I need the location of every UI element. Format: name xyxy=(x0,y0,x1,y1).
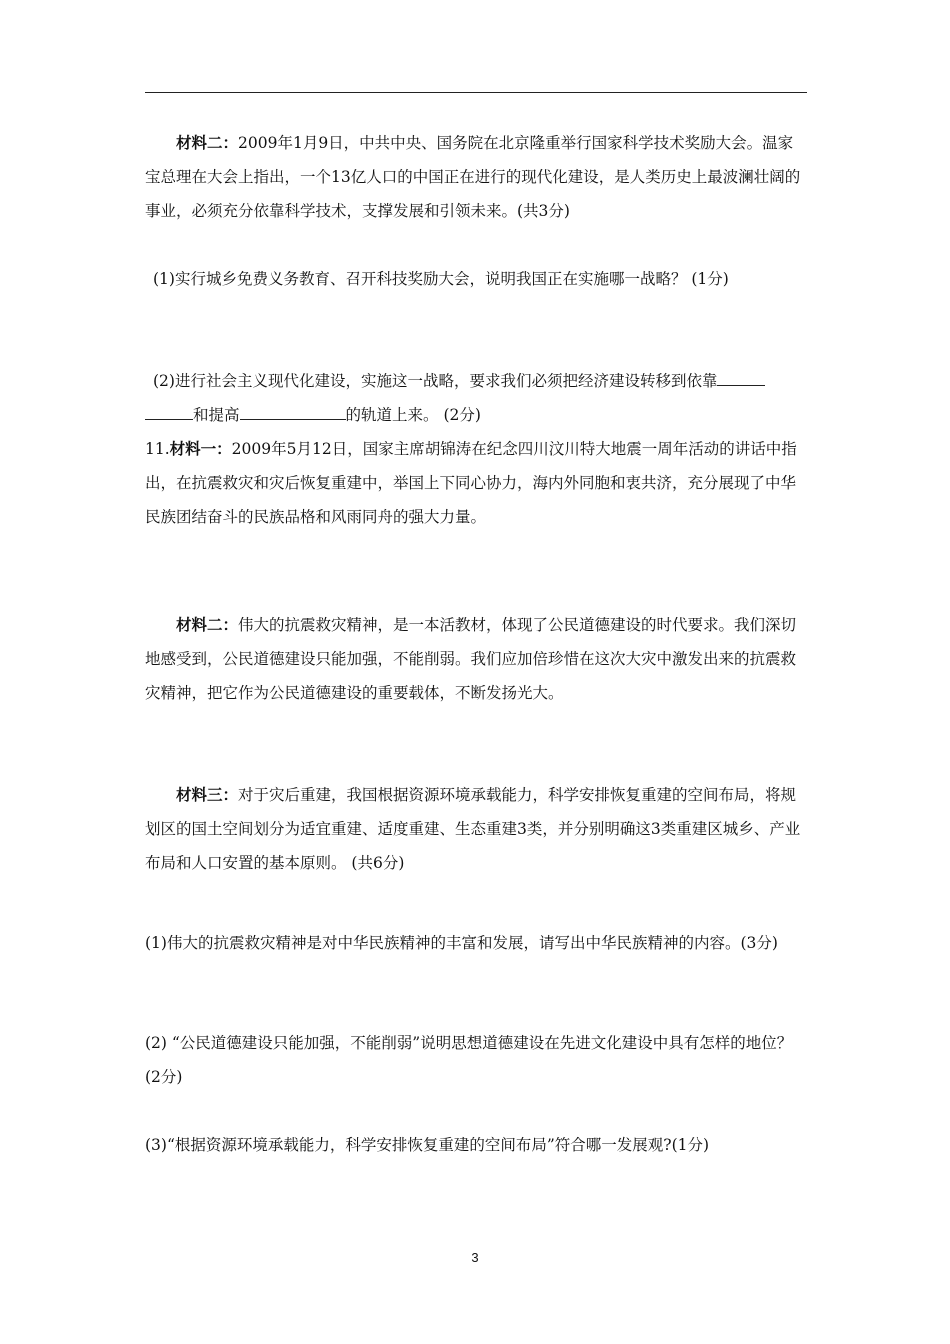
answer-blank[interactable] xyxy=(240,401,346,420)
material-text: 2009年5月12日，国家主席胡锦涛在纪念四川汶川特大地震一周年活动的讲话中指出，在抗震救灾和灾后恢复重建中，举国上下同心协力，海内外同胞和衷共济，充分展现了中华民族团结奋斗的民族品格和风雨同舟的强大力量。 xyxy=(145,440,797,526)
material-two-paragraph xyxy=(145,126,807,228)
material-label: 材料三： xyxy=(176,785,239,804)
material-label: 材料二： xyxy=(176,133,239,152)
question-11-material-two xyxy=(145,608,807,710)
question-number: 11. xyxy=(145,440,170,458)
question-11-1: (1)伟大的抗震救灾精神是对中华民族精神的丰富和发展，请写出中华民族精神的内容。(3分) xyxy=(145,934,778,952)
material-label: 材料二： xyxy=(176,615,239,634)
answer-blank[interactable] xyxy=(145,401,193,420)
question-text: 和提高 xyxy=(193,406,240,424)
material-text: 对于灾后重建，我国根据资源环境承载能力，科学安排恢复重建的空间布局，将规划区的国土空间划分为适宜重建、适度重建、生态重建3类，并分别明确这3类重建区城乡、产业布局和人口安置的基本原则。 (共6分) xyxy=(145,786,801,872)
page-number: 3 xyxy=(471,1250,479,1265)
question-11-3: (3)“根据资源环境承载能力，科学安排恢复重建的空间布局”符合哪一发展观?(1分) xyxy=(145,1136,710,1154)
header-rule xyxy=(145,92,807,93)
question-10-2 xyxy=(145,364,815,432)
question-text: (2)进行社会主义现代化建设，实施这一战略，要求我们必须把经济建设转移到依靠 xyxy=(153,372,718,390)
material-text: 伟大的抗震救灾精神，是一本活教材，体现了公民道德建设的时代要求。我们深切地感受到，公民道德建设只能加强，不能削弱。我们应加倍珍惜在这次大灾中激发出来的抗震救灾精神，把它作为公民道德建设的重要载体，不断发扬光大。 xyxy=(145,616,797,702)
question-11-2: (2) “公民道德建设只能加强，不能削弱”说明思想道德建设在先进文化建设中具有怎样的地位？ (2分) xyxy=(145,1034,793,1086)
question-10-1: (1)实行城乡免费义务教育、召开科技奖励大会，说明我国正在实施哪一战略？ (1分) xyxy=(153,270,729,288)
answer-blank[interactable] xyxy=(717,367,765,386)
question-11-material-one xyxy=(145,432,807,534)
question-11-material-three xyxy=(145,778,807,880)
material-label: 材料一： xyxy=(169,439,232,458)
material-text: 2009年1月9日，中共中央、国务院在北京隆重举行国家科学技术奖励大会。温家宝总理在大会上指出，一个13亿人口的中国正在进行的现代化建设，是人类历史上最波澜壮阔的事业，必须充分依靠科学技术，支撑发展和引领未来。(共3分) xyxy=(145,134,801,220)
question-text: 的轨道上来。 (2分) xyxy=(345,406,481,424)
